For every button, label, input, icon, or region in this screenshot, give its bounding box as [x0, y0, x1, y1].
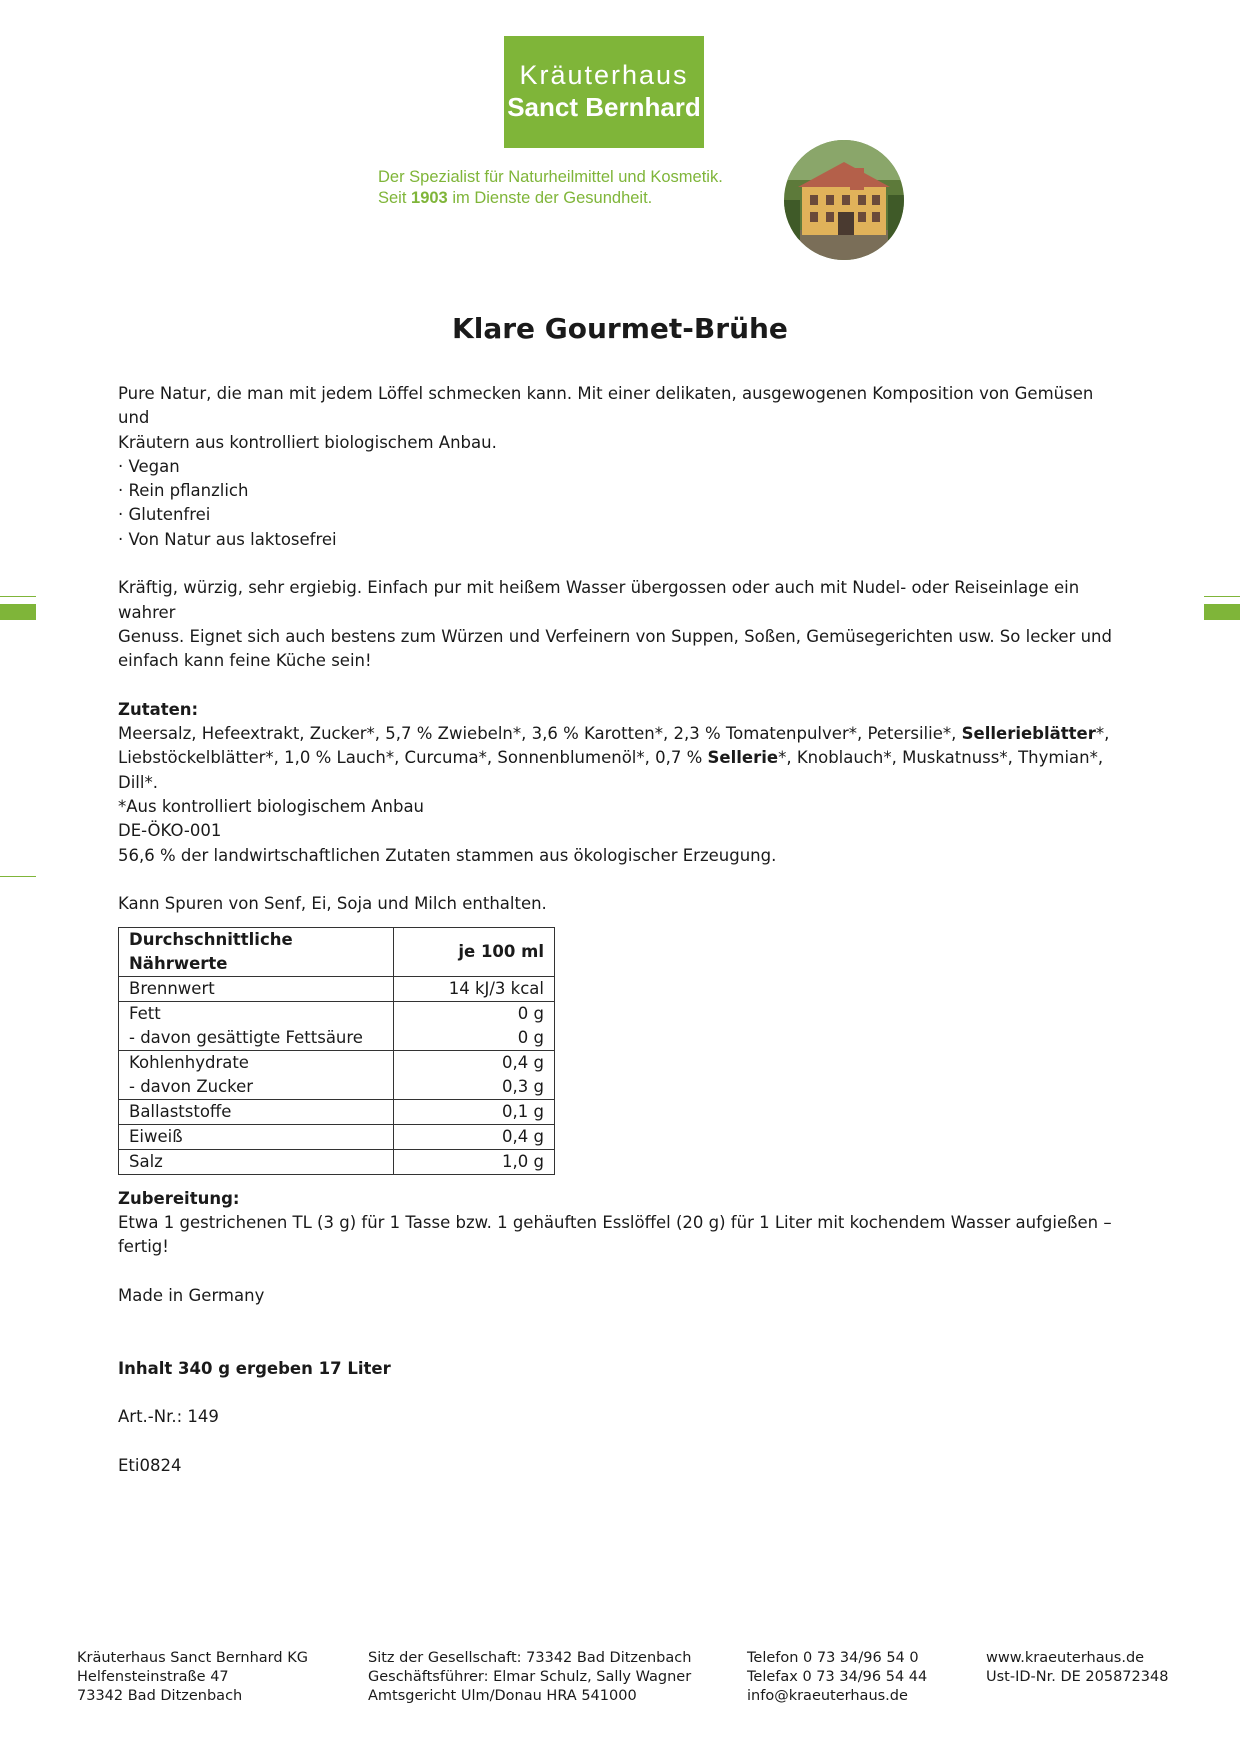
nutrient-value: 0,4 g: [394, 1124, 555, 1149]
product-description: [118, 382, 1128, 1478]
footer-line: Amtsgericht Ulm/Donau HRA 541000: [368, 1688, 637, 1704]
tagline-year: 1903: [411, 189, 448, 207]
table-row: [119, 1001, 555, 1050]
nutrient-value: 0 g 0 g: [394, 1001, 555, 1050]
footer-web: [986, 1649, 1168, 1687]
table-row: [119, 1050, 555, 1099]
fold-mark-left: [0, 596, 36, 597]
footer-line: Geschäftsführer: Elmar Schulz, Sally Wagner: [368, 1669, 692, 1685]
product-title: Klare Gourmet-Brühe: [452, 312, 788, 345]
control-code: DE-ÖKO-001: [118, 821, 222, 841]
ingredients-line: Liebstöckelblätter*, 1,0 % Lauch*, Curcuma*, Sonnenblumenöl*, 0,7 % Sellerie*, Knoblauch*, Muskatnuss*, Thymian*, Dill*.: [118, 748, 1104, 792]
origin: Made in Germany: [118, 1285, 265, 1305]
allergen-highlight: Sellerieblätter: [961, 724, 1096, 744]
nutrient-label: Salz: [119, 1149, 394, 1174]
footer-line: Kräuterhaus Sanct Bernhard KG: [77, 1650, 308, 1666]
tagline-line-2: Seit 1903 im Dienste der Gesundheit.: [378, 189, 653, 207]
nutrient-value: 14 kJ/3 kcal: [394, 976, 555, 1001]
punch-mark-left: [0, 876, 36, 877]
footer-fax: Telefax 0 73 34/96 54 44: [747, 1669, 928, 1685]
nutrient-label: Eiweiß: [119, 1124, 394, 1149]
footer-line: 73342 Bad Ditzenbach: [77, 1688, 243, 1704]
footer-line: Helfensteinstraße 47: [77, 1669, 229, 1685]
fold-mark-right-bar: [1204, 604, 1240, 620]
nutrient-value: 0,4 g 0,3 g: [394, 1050, 555, 1099]
preparation-text: Etwa 1 gestrichenen TL (3 g) für 1 Tasse bzw. 1 gehäuften Esslöffel (20 g) für 1 Liter mit kochendem Wasser aufgießen – fertig!: [118, 1212, 1112, 1257]
footer-email-link[interactable]: info@kraeuterhaus.de: [747, 1688, 908, 1704]
organic-share: 56,6 % der landwirtschaftlichen Zutaten stammen aus ökologischer Erzeugung.: [118, 845, 777, 865]
tagline-line-1: Der Spezialist für Naturheilmittel und Kosmetik.: [378, 168, 723, 186]
description-line: einfach kann feine Küche sein!: [118, 651, 372, 671]
ingredients-line: Meersalz, Hefeextrakt, Zucker*, 5,7 % Zwiebeln*, 3,6 % Karotten*, 2,3 % Tomatenpulver*, Petersilie*, Sellerieblätter*,: [118, 724, 1110, 744]
nutrient-label: Brennwert: [119, 976, 394, 1001]
logo-line-1: Kräuterhaus: [519, 60, 689, 90]
building-photo: [784, 140, 904, 260]
logo-line-2: Sanct Bernhard: [507, 92, 701, 122]
table-row: [119, 976, 555, 1001]
content-amount: Inhalt 340 g ergeben 17 Liter: [118, 1358, 391, 1378]
footer-company: [77, 1649, 308, 1706]
bullet-item: · Glutenfrei: [118, 505, 211, 525]
description-line: Kräftig, würzig, sehr ergiebig. Einfach pur mit heißem Wasser übergossen oder auch mit Nudel- oder Reiseinlage ein wahrer: [118, 578, 1080, 622]
article-number: Art.-Nr.: 149: [118, 1407, 219, 1427]
nutrient-label: Fett - davon gesättigte Fettsäure: [119, 1001, 394, 1050]
nutrient-label: Ballaststoffe: [119, 1099, 394, 1124]
nutrient-label: Kohlenhydrate - davon Zucker: [119, 1050, 394, 1099]
table-header-row: [119, 927, 555, 976]
table-row: [119, 1149, 555, 1174]
bullet-item: · Von Natur aus laktosefrei: [118, 529, 337, 549]
brand-logo: [504, 36, 704, 148]
table-header: je 100 ml: [394, 927, 555, 976]
table-row: [119, 1099, 555, 1124]
footer-website-link[interactable]: www.kraeuterhaus.de: [986, 1650, 1145, 1666]
label-code: Eti0824: [118, 1455, 182, 1475]
table-row: [119, 1124, 555, 1149]
nutrient-value: 1,0 g: [394, 1149, 555, 1174]
description-line: Genuss. Eignet sich auch bestens zum Würzen und Verfeinern von Suppen, Soßen, Gemüsegerichten usw. So lecker und: [118, 626, 1112, 646]
fold-mark-right: [1204, 596, 1240, 597]
intro-line: Kräutern aus kontrolliert biologischem Anbau.: [118, 432, 497, 452]
intro-line: Pure Natur, die man mit jedem Löffel schmecken kann. Mit einer delikaten, ausgewogenen Komposition von Gemüsen und: [118, 384, 1094, 428]
organic-note: *Aus kontrolliert biologischem Anbau: [118, 797, 425, 817]
table-header: Durchschnittliche Nährwerte: [119, 927, 394, 976]
allergen-highlight: Sellerie: [707, 748, 779, 768]
fold-mark-left-bar: [0, 604, 36, 620]
tagline: [378, 167, 723, 209]
bullet-item: · Rein pflanzlich: [118, 481, 249, 501]
footer-legal: [368, 1649, 691, 1706]
nutrient-value: 0,1 g: [394, 1099, 555, 1124]
nutrition-table: [118, 927, 555, 1175]
footer-vat-id: Ust-ID-Nr. DE 205872348: [986, 1669, 1169, 1685]
footer-line: Sitz der Gesellschaft: 73342 Bad Ditzenbach: [368, 1650, 692, 1666]
bullet-item: · Vegan: [118, 456, 180, 476]
allergen-note: Kann Spuren von Senf, Ei, Soja und Milch enthalten.: [118, 894, 547, 914]
ingredients-heading: Zutaten:: [118, 699, 199, 719]
footer-contact: [747, 1649, 927, 1706]
footer-phone: Telefon 0 73 34/96 54 0: [747, 1650, 919, 1666]
preparation-heading: Zubereitung:: [118, 1188, 240, 1208]
